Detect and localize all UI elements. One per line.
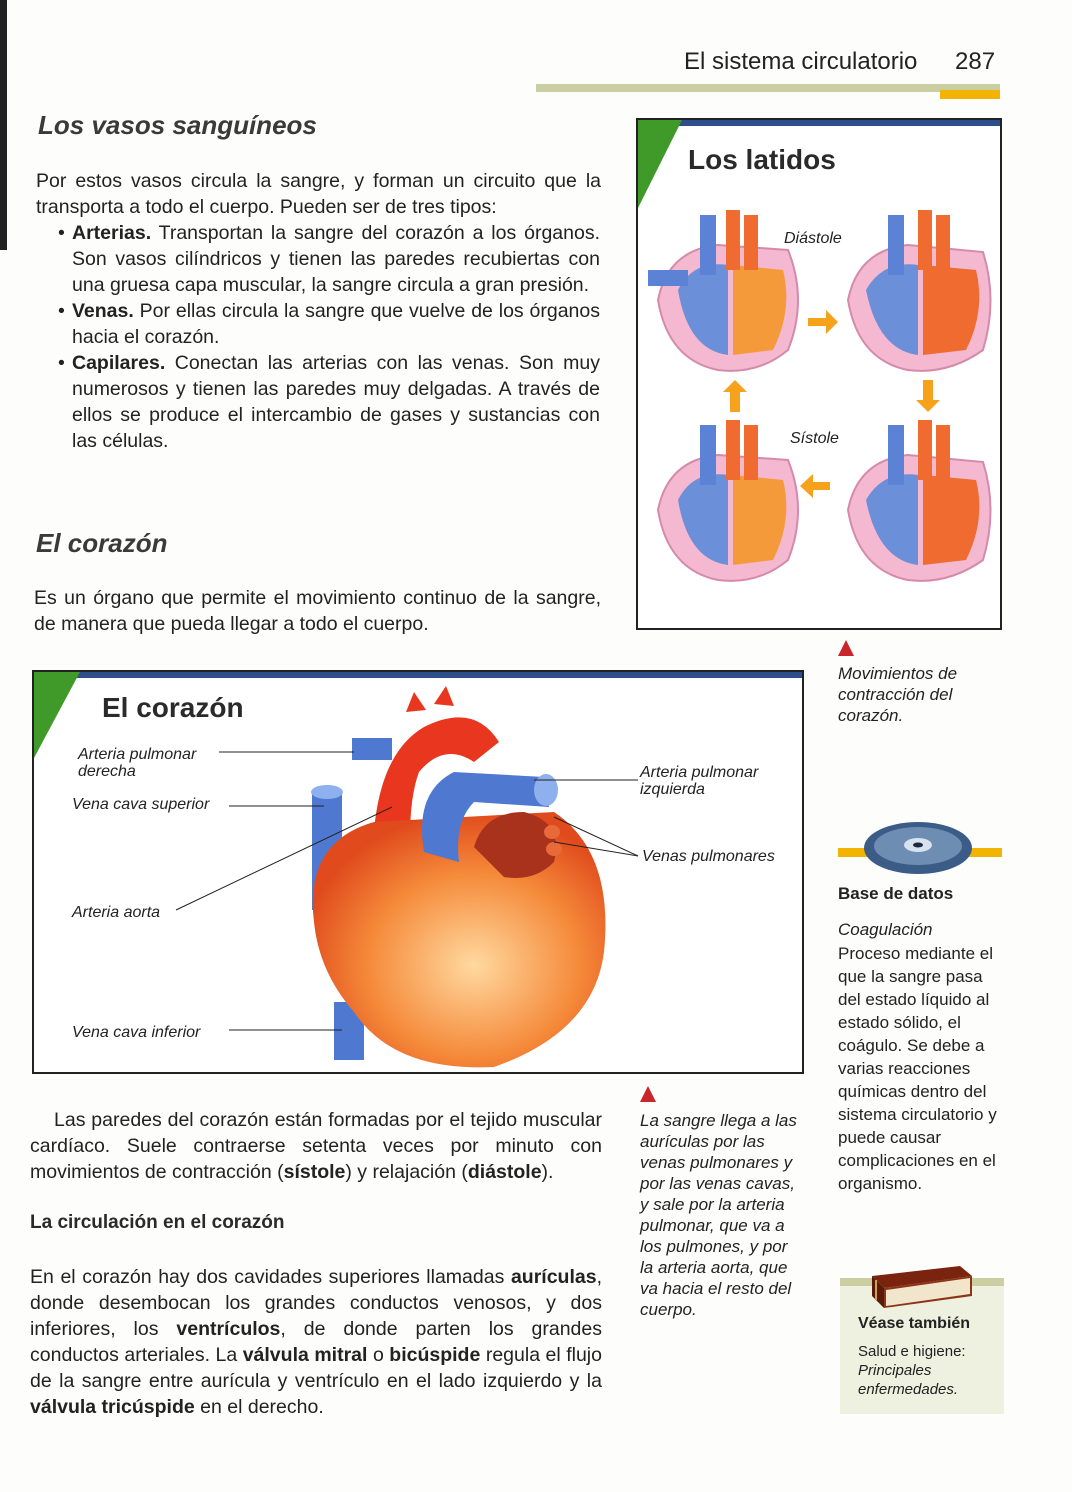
arrow-down-icon	[916, 380, 940, 412]
page-number: 287	[955, 48, 996, 75]
heading-vasos: Los vasos sanguíneos	[38, 110, 317, 140]
label-arteria-aorta: Arteria aorta	[72, 904, 161, 921]
heart-box	[32, 670, 804, 1074]
label-arteria-pulmonar-derecha: Arteria pulmonar derecha	[78, 746, 197, 780]
corazon-intro: Es un órgano que permite el movimiento continuo de la sangre, de manera que pueda llegar a todo el cuerpo.	[34, 587, 601, 635]
label-diastole: Diástole	[784, 230, 842, 247]
sangre-caption: La sangre llega a las aurículas por las venas pulmonares y por las venas cavas, y sale por la arteria pulmonar, que va a los pulmones, y por la arteria aorta, que va hacia el resto del cuerpo.	[640, 1111, 797, 1319]
heart-diagram-3	[658, 420, 798, 581]
pointer-triangle-icon	[640, 1086, 656, 1102]
book-icon	[868, 1262, 974, 1312]
cd-disc-icon	[862, 818, 974, 878]
arteria-pulmonar-derecha	[352, 738, 392, 760]
vasos-intro: Por estos vasos circula la sangre, y forman un circuito que la transporta a todo el cuerpo. Pueden ser de tres tipos:	[36, 170, 601, 218]
arrow-left-icon	[800, 474, 830, 498]
heart-box-title: El corazón	[102, 692, 244, 723]
heart-illustration	[34, 672, 802, 1072]
header-rule	[536, 84, 1000, 92]
label-sistole: Sístole	[790, 430, 839, 447]
vease-line1: Salud e higiene:	[858, 1343, 966, 1360]
circulacion-subtitle: La circulación en el corazón	[30, 1212, 285, 1233]
latidos-box	[636, 118, 1002, 630]
circulacion-paragraph: En el corazón hay dos cavidades superiores llamadas aurículas, donde desembocan los grandes conductos venosos, y dos inferiores, los ventrículos, de donde parten los grandes conductos arteriales. La válvula mitral o bicúspide regula el flujo de la sangre entre aurícula y ventrículo en el lado izquierdo y la válvula tricúspide en el derecho.	[30, 1266, 602, 1418]
header-accent	[940, 90, 1000, 99]
list-item-arterias: • Arterias. Transportan la sangre del corazón a los órganos. Son vasos cilíndricos y tienen las paredes recubiertas con una gruesa capa muscular, la sangre circula a gran presión.	[58, 222, 600, 296]
heading-corazon: El corazón	[36, 528, 168, 558]
label-vena-cava-inferior: Vena cava inferior	[72, 1024, 201, 1041]
vease-link[interactable]: Principales enfermedades.	[858, 1362, 959, 1398]
latidos-title: Los latidos	[688, 144, 836, 175]
list-item-venas: • Venas. Por ellas circula la sangre que vuelve de los órganos hacia el corazón.	[58, 300, 600, 348]
heart-diagram-1	[648, 210, 798, 371]
arrow-right-icon	[808, 310, 838, 334]
label-vena-cava-superior: Vena cava superior	[72, 796, 210, 813]
label-arteria-pulmonar-izquierda: Arteria pulmonar izquierda	[640, 764, 759, 798]
section-title: El sistema circulatorio	[684, 48, 918, 75]
list-item-capilares: • Capilares. Conectan las arterias con las venas. Son muy numerosos y tienen las paredes muy delgadas. A través de ellos se produce el intercambio de gases y sustancias con las células.	[58, 352, 600, 452]
heart-diagram-2	[848, 210, 991, 371]
vease-title: Véase también	[858, 1315, 971, 1332]
heart-diagram-4	[848, 420, 991, 581]
latidos-caption: Movimientos de contracción del corazón.	[838, 664, 958, 725]
page-edge-shadow	[0, 0, 7, 250]
label-venas-pulmonares: Venas pulmonares	[642, 848, 775, 865]
base-datos-text: Proceso mediante el que la sangre pasa del estado líquido al estado sólido, el coágulo. Se debe a varias reacciones químicas dentro del sistema circulatorio y puede causar complicaciones en el organismo.	[838, 944, 997, 1193]
paredes-paragraph: Las paredes del corazón están formadas por el tejido muscular cardíaco. Suele contraerse setenta veces por minuto con movimientos de contracción (sístole) y relajación (diástole).	[30, 1109, 602, 1183]
pointer-triangle-icon	[838, 640, 854, 656]
heartbeat-cycle-illustration	[638, 190, 1000, 626]
base-datos-title: Base de datos	[838, 884, 954, 903]
base-datos-term: Coagulación	[838, 920, 933, 939]
arrow-up-icon	[723, 380, 747, 412]
vasos-list	[58, 220, 600, 454]
